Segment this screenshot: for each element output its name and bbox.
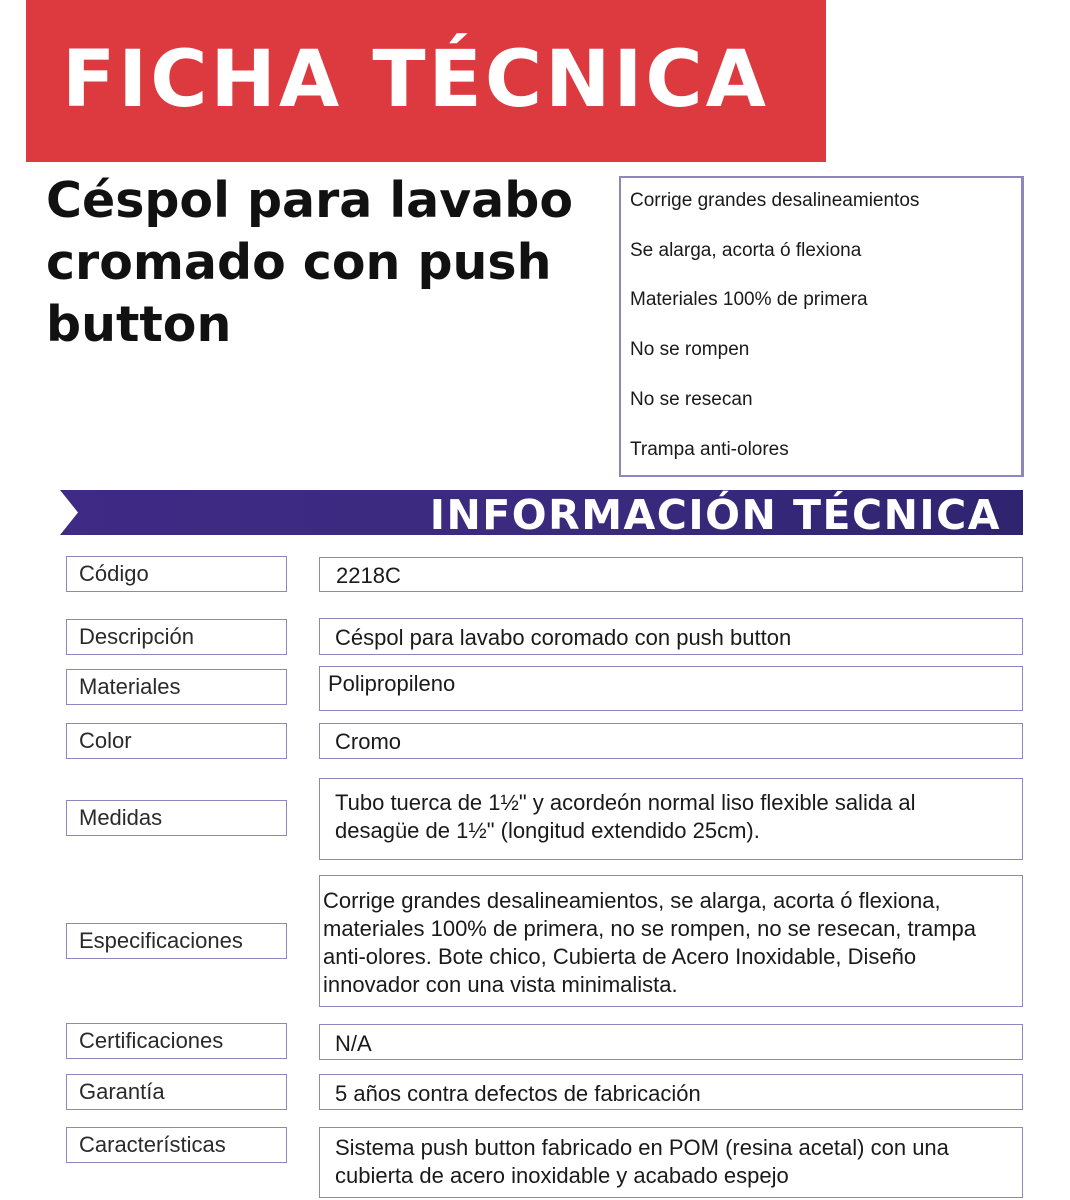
product-title: Céspol para lavabo cromado con push button xyxy=(46,172,573,353)
spec-value-medidas xyxy=(319,778,1023,860)
spec-value-color xyxy=(319,723,1023,759)
spec-value-text: Céspol para lavabo coromado con push button xyxy=(335,625,792,650)
spec-value-text: 5 años contra defectos de fabricación xyxy=(335,1081,701,1106)
feature-item: Materiales 100% de primera xyxy=(630,289,868,310)
spec-value-garantia xyxy=(319,1074,1023,1110)
spec-label-text: Materiales xyxy=(79,674,181,699)
spec-label-color xyxy=(66,723,287,759)
feature-item: Trampa anti-olores xyxy=(630,439,789,460)
spec-value-text: Sistema push button fabricado en POM (resina acetal) con una cubierta de acero inoxidable y acabado espejo xyxy=(335,1135,949,1188)
section-title: INFORMACIÓN TÉCNICA xyxy=(429,491,1001,539)
spec-value-text: Corrige grandes desalineamientos, se alarga, acorta ó flexiona, materiales 100% de primera, no se rompen, no se resecan, trampa anti-olores. Bote chico, Cubierta de Acero Inoxidable, Diseño innovador con una vista minimalista. xyxy=(323,888,976,997)
spec-label-caracteristicas xyxy=(66,1127,287,1163)
section-banner xyxy=(60,490,1023,539)
spec-label-especificaciones xyxy=(66,923,287,959)
spec-label-certificaciones xyxy=(66,1023,287,1059)
spec-value-materiales xyxy=(319,666,1023,711)
spec-value-text: Cromo xyxy=(335,729,402,754)
feature-item: Corrige grandes desalineamientos xyxy=(630,190,920,211)
page-title: FICHA TÉCNICA xyxy=(62,35,769,125)
spec-label-text: Descripción xyxy=(79,624,194,649)
spec-value-text: Polipropileno xyxy=(328,671,456,696)
spec-label-codigo xyxy=(66,556,287,592)
spec-label-text: Certificaciones xyxy=(79,1028,224,1053)
spec-label-text: Color xyxy=(79,728,132,753)
spec-value-text: 2218C xyxy=(336,563,401,588)
spec-label-medidas xyxy=(66,800,287,836)
feature-item: No se rompen xyxy=(630,339,750,360)
feature-item: Se alarga, acorta ó flexiona xyxy=(630,240,862,261)
feature-item: No se resecan xyxy=(630,389,753,410)
features-box xyxy=(619,176,1024,477)
spec-value-text: N/A xyxy=(335,1031,372,1056)
spec-value-caracteristicas xyxy=(319,1127,1023,1198)
spec-label-text: Especificaciones xyxy=(79,928,243,953)
spec-label-text: Código xyxy=(79,561,149,586)
spec-value-especificaciones xyxy=(319,875,1023,1007)
spec-value-codigo xyxy=(319,557,1023,592)
spec-label-text: Garantía xyxy=(79,1079,165,1104)
spec-label-materiales xyxy=(66,669,287,705)
spec-value-descripcion xyxy=(319,618,1023,655)
spec-label-text: Medidas xyxy=(79,805,163,830)
spec-value-text: Tubo tuerca de 1½" y acordeón normal liso flexible salida al desagüe de 1½" (longitud extendido 25cm). xyxy=(335,790,916,843)
spec-label-garantia xyxy=(66,1074,287,1110)
spec-label-text: Características xyxy=(79,1132,226,1157)
spec-label-descripcion xyxy=(66,619,287,655)
spec-value-certificaciones xyxy=(319,1024,1023,1060)
